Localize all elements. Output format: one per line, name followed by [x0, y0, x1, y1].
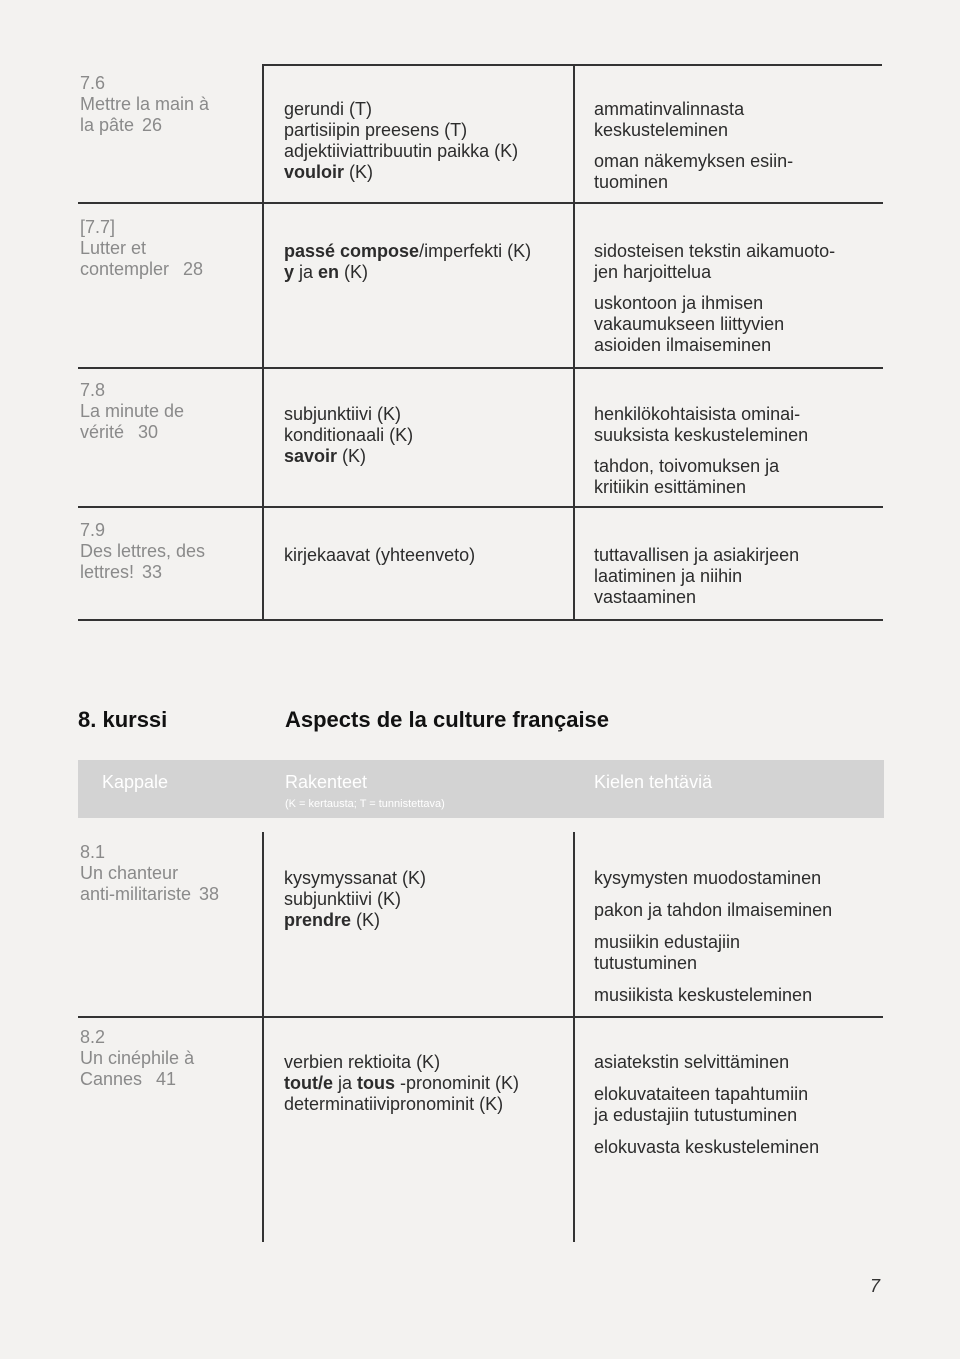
table7-row-rule — [78, 367, 883, 369]
column-header-bar — [78, 760, 884, 818]
table8-col-divider-2 — [573, 832, 575, 1242]
functions-cell: kysymysten muodostaminen pakon ja tahdon ilmaiseminen musiikin edustajiin tutustuminen musiikista keskusteleminen — [594, 868, 833, 1005]
structures-cell: passé compose/imperfekti (K) y ja en (K) — [284, 241, 532, 282]
page-number: 7 — [869, 1276, 880, 1296]
functions-cell: asiatekstin selvittäminen elokuvataiteen tapahtumiin ja edustajiin tutustuminen elokuvasta keskusteleminen — [594, 1052, 820, 1157]
course-heading: 8. kurssi — [78, 707, 168, 732]
column-header-structures-note: (K = kertausta; T = tunnistettava) — [285, 798, 445, 810]
table7-col-divider-2 — [573, 64, 575, 620]
column-header-structures: Rakenteet — [285, 772, 368, 792]
lesson-cell: 8.1 Un chanteur anti-militariste 38 — [80, 842, 220, 904]
functions-cell: sidosteisen tekstin aikamuoto- jen harjoittelua uskontoon ja ihmisen vakaumukseen liittyvien asioiden ilmaiseminen — [594, 241, 836, 355]
table8-col-divider-1 — [262, 832, 264, 1242]
course-title: Aspects de la culture française — [285, 707, 610, 732]
functions-cell: ammatinvalinnasta keskusteleminen oman näkemyksen esiin- tuominen — [594, 99, 794, 192]
lesson-cell: 7.6 Mettre la main à la pâte 26 — [80, 73, 210, 135]
structures-cell: kirjekaavat (yhteenveto) — [284, 545, 476, 565]
structures-cell: subjunktiivi (K) konditionaali (K) savoir (K) — [284, 404, 414, 466]
structures-cell: verbien rektioita (K) tout/e ja tous -pronominit (K) determinatiivipronominit (K) — [284, 1052, 520, 1114]
table8-row-rule — [78, 1016, 883, 1018]
table7-top-rule — [262, 64, 882, 66]
structures-cell: kysymyssanat (K) subjunktiivi (K) prendre (K) — [284, 868, 427, 930]
structures-cell: gerundi (T) partisiipin preesens (T) adjektiiviattribuutin paikka (K) vouloir (K) — [284, 99, 519, 182]
table7-bottom-rule — [78, 619, 883, 621]
lesson-cell: [7.7] Lutter et contempler 28 — [80, 217, 204, 279]
table7-col-divider-1 — [262, 64, 264, 620]
table7-row-rule — [78, 506, 883, 508]
table7-row-rule — [78, 202, 883, 204]
lesson-cell: 7.9 Des lettres, des lettres! 33 — [80, 520, 206, 582]
functions-cell: tuttavallisen ja asiakirjeen laatiminen ja niihin vastaaminen — [594, 545, 800, 607]
column-header-functions: Kielen tehtäviä — [594, 772, 713, 792]
functions-cell: henkilökohtaisista ominai- suuksista keskusteleminen tahdon, toivomuksen ja kritiikin esittäminen — [594, 404, 809, 497]
column-header-lesson: Kappale — [102, 772, 169, 792]
lesson-cell: 7.8 La minute de vérité 30 — [80, 380, 185, 442]
lesson-cell: 8.2 Un cinéphile à Cannes 41 — [80, 1027, 195, 1089]
